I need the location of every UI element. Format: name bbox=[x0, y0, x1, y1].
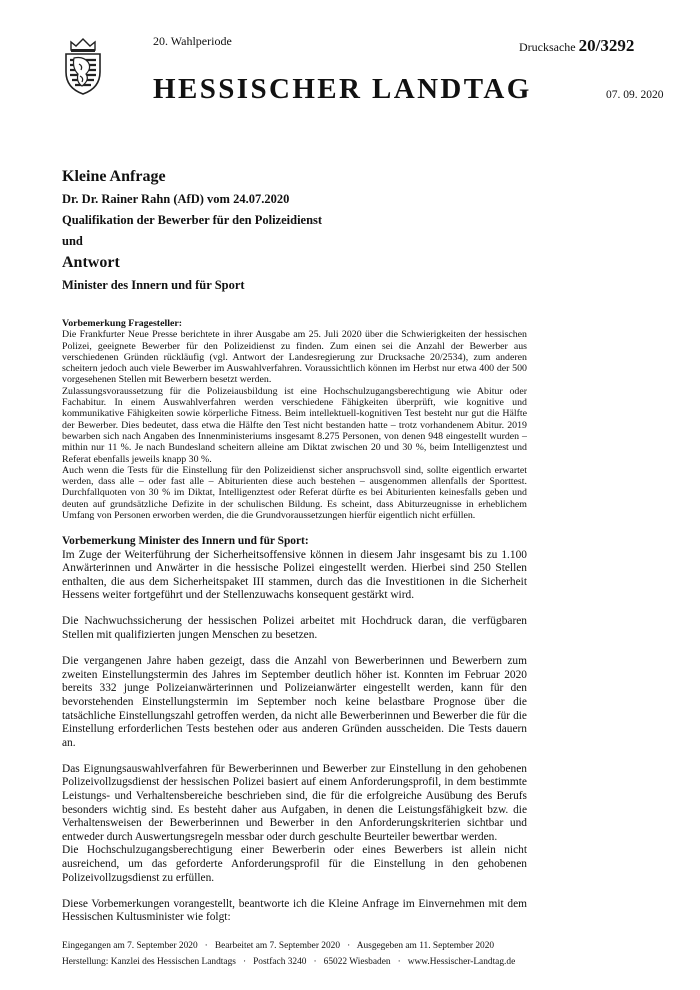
document-date: 07. 09. 2020 bbox=[606, 89, 664, 101]
drucksache-number: 20/3292 bbox=[578, 36, 635, 55]
minister-paragraph: Im Zuge der Weiterführung der Sicherheitsoffensive können in diesem Jahr insgesamt bis zu 1.100 Anwärterinnen und Anwärter in die hessische Polizei eingestellt werden. Hierbei sind 250 Stellen enthalten, die aus dem Sicherheitspaket III stammen, durch das die Investitionen in die Sicherheit Hessens weiter fortgeführt und der Stellenzuwachs konsequent gestärkt wird. bbox=[62, 548, 527, 602]
minister-paragraph: Die vergangenen Jahre haben gezeigt, dass die Anzahl von Bewerberinnen und Bewerbern zum zweiten Einstellungstermin des Jahres im September deutlich höher ist. Konnten im Februar 2020 bereits 332 junge Polizeianwärterinnen und Polizeianwärter eingestellt werden, kann für den bevorstehenden Einstellungstermin im September noch keine belastbare Prognose über die tatsächliche Einstellungszahl getroffen werden, da nicht alle Bewerberinnen und Bewerber die für die Einstellung erforderlichen Tests bestehen oder aus anderen Gründen ausscheiden. Die Tests dauern an. bbox=[62, 655, 527, 749]
drucksache-label: Drucksache bbox=[519, 40, 576, 54]
questioner-paragraph: Auch wenn die Tests für die Einstellung für den Polizeidienst sicher anspruchsvoll sind, sollte eigentlich erwartet werden, dass alle – oder fast alle – Abiturienten diese auch bestehen – ausgenommen allenfalls der Sporttest. Durchfallquoten von 30 % im Diktat, Intelligenztest oder Referat dürfte es bei Abiturienten keinesfalls geben und deuten auf grundsätzliche Defizite in der schulischen Bildung. Es scheint, dass Abiturzeugnisse in erheblichem Umfang von Personen erworben werden, die die Grundvoraussetzungen hierfür eigentlich nicht erfüllen. bbox=[62, 464, 527, 522]
document-meta bbox=[62, 168, 622, 293]
minister-preliminary-remarks bbox=[62, 535, 527, 937]
drucksache bbox=[519, 36, 634, 56]
subject-line: Qualifikation der Bewerber für den Polizeidienst bbox=[62, 213, 323, 227]
minister-heading: Vorbemerkung Minister des Innern und für Sport: bbox=[62, 535, 309, 547]
author-line: Dr. Dr. Rainer Rahn (AfD) vom 24.07.2020 bbox=[62, 192, 290, 206]
minister-paragraph: Die Nachwuchssicherung der hessischen Polizei arbeitet mit Hochdruck daran, die verfügbaren Stellen mit qualifizierten jungen Menschen zu besetzen. bbox=[62, 615, 527, 642]
answer-heading: Antwort bbox=[62, 254, 120, 271]
questioner-paragraph: Die Frankfurter Neue Presse berichtete in ihrer Ausgabe am 25. Juli 2020 über die Schwierigkeiten der hessischen Polizei, geeignete Bewerber für den Polizeidienst zu finden. Zum einen sei die Anzahl der Bewerber aus verschiedenen Gründen rückläufig (vgl. Antwort der Landesregierung zur Drucksache 20/2534), zum anderen scheitern jedoch auch viele Bewerber im Auswahlverfahren. Voraussichtlich können im Herbst nur etwa 400 der 500 vorgesehenen Stellen mit Bewerbern besetzt werden. bbox=[62, 329, 527, 386]
questioner-preliminary-remarks bbox=[62, 318, 527, 521]
hessen-coat-of-arms-icon bbox=[62, 38, 104, 96]
minister-line: Minister des Innern und für Sport bbox=[62, 278, 245, 292]
doc-type-heading: Kleine Anfrage bbox=[62, 168, 166, 185]
questioner-heading: Vorbemerkung Fragesteller: bbox=[62, 318, 183, 329]
footer bbox=[62, 939, 542, 970]
footer-publisher: Herstellung: Kanzlei des Hessischen Landtags · Postfach 3240 · 65022 Wiesbaden · www.Hessischer-Landtag.de bbox=[62, 956, 516, 967]
footer-dates: Eingegangen am 7. September 2020 · Bearbeitet am 7. September 2020 · Ausgegeben am 11. September 2020 bbox=[62, 941, 495, 951]
minister-paragraph: Das Eignungsauswahlverfahren für Bewerberinnen und Bewerber zur Einstellung in den gehobenen Polizeivollzugsdienst der hessischen Polizei basiert auf einem Anforderungsprofil, in dem bestimmte Leistungs- und Verhaltensbereiche beschrieben sind, die für die erfolgreiche Ausübung des Berufs besonders wichtig sind. Es besteht daher aus Aufgaben, in denen die Leistungsfähigkeit bzw. die Verhaltensweisen der Bewerberinnen und Bewerber in den Anforderungskriterien sichtbar und entweder durch Auswertungsregeln messbar oder durch geschulte Beurteiler bewertbar werden. bbox=[62, 762, 527, 843]
parliament-title: HESSISCHER LANDTAG bbox=[153, 73, 532, 105]
legislative-period: 20. Wahlperiode bbox=[153, 34, 232, 48]
minister-paragraph: Diese Vorbemerkungen vorangestellt, beantworte ich die Kleine Anfrage im Einvernehmen mit dem Hessischen Kultusminister wie folgt: bbox=[62, 897, 527, 924]
minister-paragraph: Die Hochschulzugangsberechtigung einer Bewerberin oder eines Bewerbers ist allein nicht ausreichend, um das geforderte Anforderungsprofil für die Einstellung in den gehobenen Polizeivollzugsdienst zu erfüllen. bbox=[62, 844, 527, 884]
und-line: und bbox=[62, 234, 83, 248]
questioner-paragraph: Zulassungsvoraussetzung für die Polizeiausbildung ist eine Hochschulzugangsberechtigung wie Abitur oder Fachabitur. In einem Auswahlverfahren werden verschiedene Fähigkeiten überprüft, wie kognitive und kommunikative Fähigkeiten sowie körperliche Fitness. Beim intellektuell-kognitiven Test besteht nur gut die Hälfte der Bewerber. Dies bedeutet, dass etwa die Hälfte den Test nicht bestanden hatte – trotz vorhandenem Abitur. 2019 bewarben sich nach Angaben des Innenministeriums insgesamt 8.275 Personen, von denen 948 eingestellt wurden – mithin nur 11 %. Je nach Bundesland scheitern alleine am Diktat zwischen 20 und 30 %, beim Intelligenztest und Referat ebenfalls jeweils knapp 30 %. bbox=[62, 385, 527, 465]
